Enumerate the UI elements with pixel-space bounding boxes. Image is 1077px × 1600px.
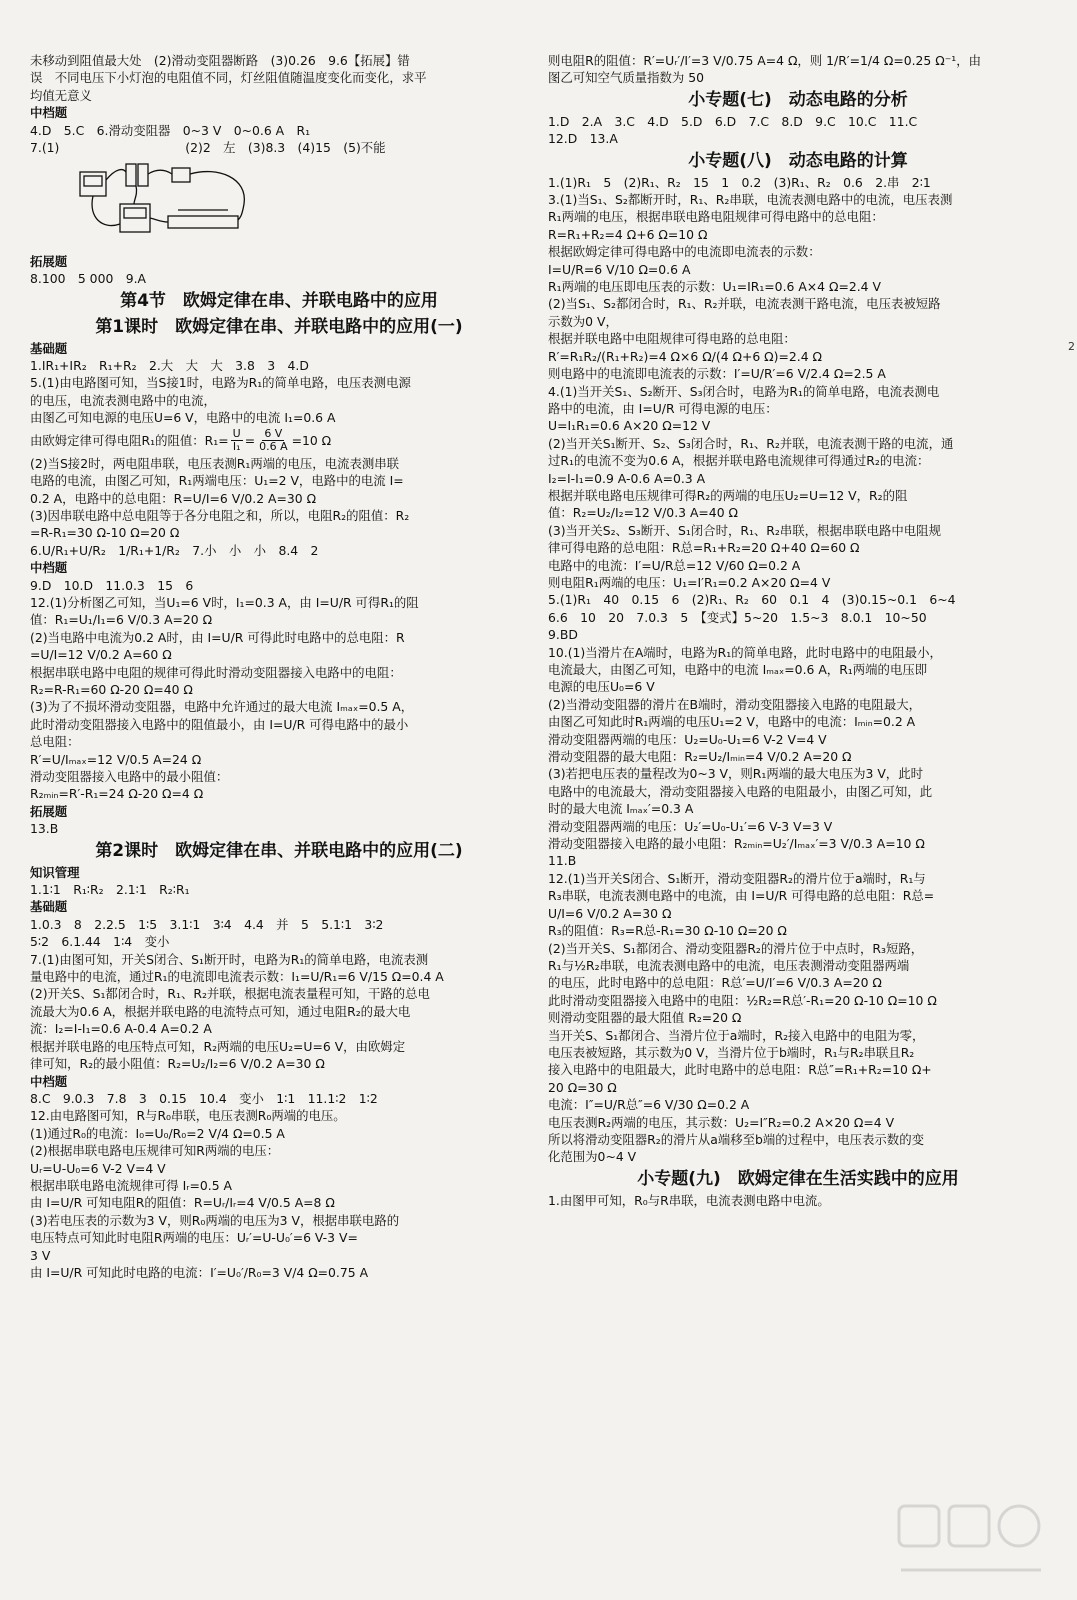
text-line: 3 V	[30, 1247, 51, 1263]
text-line: 20 Ω=30 Ω	[548, 1079, 617, 1095]
text-line: U=I₁R₁=0.6 A×20 Ω=12 V	[548, 418, 711, 434]
text-line: I=U/R=6 V/10 Ω=0.6 A	[548, 261, 691, 277]
fraction	[231, 428, 243, 453]
text-line: 图乙可知空气质量指数为 50	[548, 70, 705, 86]
text-line: Uᵣ=U-U₀=6 V-2 V=4 V	[30, 1160, 166, 1176]
text-line: 1.IR₁+IR₂ R₁+R₂ 2.大 大 大 3.8 3 4.D	[30, 358, 309, 374]
text-line: 4.(1)当开关S₁、S₂断开、S₃闭合时，电路为R₁的简单电路，电流表测电	[548, 383, 940, 399]
text-line: (1)通过R₀的电流：I₀=U₀/R₀=2 V/4 Ω=0.5 A	[30, 1125, 285, 1141]
text-line: 电压表被短路，其示数为0 V，当滑片位于b端时，R₁与R₂串联且R₂	[548, 1044, 915, 1060]
text-line: 电路中的电流：I′=U/R总=12 V/60 Ω=0.2 A	[548, 557, 801, 573]
left-top-block	[30, 52, 528, 104]
text-line: (3)若把电压表的量程改为0~3 V，则R₁两端的最大电压为3 V，此时	[548, 766, 923, 782]
text-line: 由 I=U/R 可知电阻R的阻值：R=Uᵣ/Iᵣ=4 V/0.5 A=8 Ω	[30, 1195, 335, 1211]
text-line: R=R₁+R₂=4 Ω+6 Ω=10 Ω	[548, 226, 708, 242]
equation-line	[30, 427, 528, 455]
text-line: 12.(1)分析图乙可知，当U₁=6 V时，I₁=0.3 A，由 I=U/R 可得R₁的阻	[30, 594, 419, 610]
text-line: 9.BD	[548, 627, 578, 643]
text-line: R₁与½R₂串联，电流表测电路中的电流，电压表测滑动变阻器两端	[548, 957, 910, 973]
text-line: 滑动变阻器接入电路的最小电阻：R₂ₘᵢₙ=U₂′/Iₘₐₓ′=3 V/0.3 A=10 Ω	[548, 836, 925, 852]
text-line: 滑动变阻器的最大电阻：R₂=U₂/Iₘᵢₙ=4 V/0.2 A=20 Ω	[548, 749, 852, 765]
text-line: 滑动变阻器接入电路中的最小阻值：	[30, 769, 229, 784]
fraction	[257, 428, 290, 453]
text-line: I₂=I-I₁=0.9 A-0.6 A=0.3 A	[548, 470, 706, 486]
q7-line	[30, 139, 528, 156]
text-line: 5.(1)R₁ 40 0.15 6 (2)R₁、R₂ 60 0.1 4 (3)0.15~0.1 6~4	[548, 592, 956, 608]
text-line: 接入电路中的电阻最大，此时电路中的总电阻：R总″=R₁+R₂=10 Ω+	[548, 1062, 932, 1078]
text-line: 根据并联电路电压规律可得R₂的两端的电压U₂=U=12 V，R₂的阻	[548, 487, 908, 503]
text-line: (2)当电路中电流为0.2 A时，由 I=U/R 可得此时电路中的总电阻：R	[30, 629, 405, 645]
text-line: 电压特点可知此时电阻R两端的电压：Uᵣ′=U-U₀′=6 V-3 V=	[30, 1230, 358, 1246]
text-line: 电流：I″=U/R总″=6 V/30 Ω=0.2 A	[548, 1097, 750, 1113]
text-line: 值：R₂=U₂/I₂=12 V/0.3 A=40 Ω	[548, 505, 738, 521]
text-line: 当开关S、S₁都闭合、当滑片位于a端时，R₂接入电路中的电阻为零，	[548, 1027, 925, 1043]
eq-text: =	[244, 432, 256, 448]
text-line: 6.U/R₁+U/R₂ 1/R₁+1/R₂ 7.小 小 小 8.4 2	[30, 542, 319, 558]
text-line: 4.D 5.C 6.滑动变阻器 0~3 V 0~0.6 A R₁	[30, 122, 311, 138]
text-line: 1.1∶1 R₁∶R₂ 2.1∶1 R₂∶R₁	[30, 882, 190, 898]
text-line: R₃串联，电流表测电路中的电流，由 I=U/R 可得电路的总电阻：R总=	[548, 888, 935, 904]
text-line: 流最大为0.6 A，根据并联电路的电流特点可知，通过电阻R₂的最大电	[30, 1003, 411, 1019]
text-line: 8.C 9.0.3 7.8 3 0.15 10.4 变小 1∶1 11.1∶2 1∶2	[30, 1090, 378, 1106]
text-line: 过R₁的电流不变为0.6 A，根据并联电路电流规律可得通过R₂的电流：	[548, 453, 930, 469]
eq-text: =10 Ω	[291, 432, 332, 448]
text-line: 7.(1)由图可知，开关S闭合、S₁断开时，电路为R₁的简单电路，电流表测	[30, 951, 429, 967]
text-line: 电压表测R₂两端的电压，其示数：U₂=I″R₂=0.2 A×20 Ω=4 V	[548, 1114, 895, 1130]
text-line: (2)当开关S₁断开、S₂、S₃闭合时，R₁、R₂并联，电流表测干路的电流，通	[548, 435, 954, 451]
text-line: (2)根据串联电路电压规律可知R两端的电压：	[30, 1143, 280, 1159]
text-line: 所以将滑动变阻器R₂的滑片从a端移至b端的过程中，电压表示数的变	[548, 1131, 924, 1147]
text-line: 路中的电流，由 I=U/R 可得电源的电压：	[548, 400, 778, 416]
text-line: (2)当开关S、S₁都闭合、滑动变阻器R₂的滑片位于中点时，R₃短路，	[548, 940, 924, 956]
section-label: 知识管理	[30, 864, 80, 880]
text-line: =U/I=12 V/0.2 A=60 Ω	[30, 647, 172, 663]
text-line: R′=R₁R₂/(R₁+R₂)=4 Ω×6 Ω/(4 Ω+6 Ω)=2.4 Ω	[548, 348, 822, 364]
text-line: R₁两端的电压，根据串联电路电阻规律可得电路中的总电阻：	[548, 209, 884, 225]
text-line: 5∶2 6.1.44 1∶4 变小	[30, 934, 170, 950]
text-line: (2)开关S、S₁都闭合时，R₁、R₂并联，根据电流表量程可知，干路的总电	[30, 986, 430, 1002]
text-line: 1.由图甲可知，R₀与R串联，电流表测电路中电流。	[548, 1192, 830, 1208]
text-line: R₂=R-R₁=60 Ω-20 Ω=40 Ω	[30, 681, 193, 697]
text-line: 化范围为0~4 V	[548, 1149, 637, 1165]
numerator: U	[232, 427, 241, 441]
section-label: 中档题	[30, 105, 68, 121]
text-line: 根据并联电路中电阻规律可得电路的总电阻：	[548, 331, 796, 347]
text-line: 电流最大，由图乙可知，电路中的电流 Iₘₐₓ=0.6 A，R₁两端的电压即	[548, 662, 928, 677]
text-line: 总电阻：	[30, 734, 80, 750]
text-line: 滑动变阻器两端的电压：U₂=U₀-U₁=6 V-2 V=4 V	[548, 731, 827, 747]
section-title: 小专题(九) 欧姆定律在生活实践中的应用	[637, 1168, 959, 1189]
text-line: 根据并联电路的电压特点可知，R₂两端的电压U₂=U=6 V，由欧姆定	[30, 1038, 406, 1054]
text-line: 5.(1)由电路图可知，当S接1时，电路为R₁的简单电路，电压表测电源	[30, 375, 411, 391]
lesson-title: 第1课时 欧姆定律在串、并联电路中的应用(一)	[95, 316, 463, 337]
section-label: 拓展题	[30, 253, 68, 269]
text-line: 此时滑动变阻器接入电路中的阻值最小，由 I=U/R 可得电路中的最小	[30, 716, 409, 732]
text-line: 1.D 2.A 3.C 4.D 5.D 6.D 7.C 8.D 9.C 10.C 11.C	[548, 113, 918, 129]
text-line: (2)当滑动变阻器的滑片在B端时，滑动变阻器接入电路的电阻最大，	[548, 696, 921, 712]
text-line: 电路的电流，由图乙可知，R₁两端电压：U₁=2 V，电路中的电流 I=	[30, 473, 404, 489]
text-line: 由图乙可知此时R₁两端的电压U₁=2 V，电路中的电流：Iₘᵢₙ=0.2 A	[548, 714, 916, 730]
denominator: I₁	[232, 440, 241, 454]
text-line: 未移动到阻值最大处 (2)滑动变阻器断路 (3)0.26 9.6【拓展】错	[30, 53, 410, 68]
numerator: 6 V	[264, 427, 283, 441]
text-line: 11.B	[548, 853, 577, 869]
section-title: 第4节 欧姆定律在串、并联电路中的应用	[120, 290, 438, 311]
text-line: 量电路中的电流，通过R₁的电流即电流表示数：I₁=U/R₁=6 V/15 Ω=0.4 A	[30, 969, 444, 985]
section-label: 拓展题	[30, 803, 68, 819]
right-column	[548, 52, 1048, 1209]
text-line: 时的最大电流 Iₘₐₓ′=0.3 A	[548, 801, 694, 817]
section-title: 小专题(八) 动态电路的计算	[688, 150, 908, 171]
text-line: (3)因串联电路中总电阻等于各分电阻之和，所以，电阻R₂的阻值：R₂	[30, 507, 410, 523]
section-label: 中档题	[30, 560, 68, 576]
text-line: 滑动变阻器两端的电压：U₂′=U₀-U₁′=6 V-3 V=3 V	[548, 818, 833, 834]
text-line: 6.6 10 20 7.0.3 5 【变式】5~20 1.5~3 8.0.1 10~50	[548, 609, 927, 625]
text-line: 由图乙可知电源的电压U=6 V，电路中的电流 I₁=0.6 A	[30, 410, 336, 426]
text-line: 电路中的电流最大，滑动变阻器接入电路的电阻最小，由图乙可知，此	[548, 783, 933, 799]
left-column	[30, 52, 528, 1281]
text-line: 12.由电路图可知，R与R₀串联，电压表测R₀两端的电压。	[30, 1108, 346, 1124]
text-line: (3)当开关S₂、S₃断开、S₁闭合时，R₁、R₂串联，根据串联电路中电阻规	[548, 522, 941, 538]
text-line: 律可得电路的总电阻：R总=R₁+R₂=20 Ω+40 Ω=60 Ω	[548, 540, 860, 556]
eq-text: 由欧姆定律可得电阻R₁的阻值：R₁=	[30, 432, 229, 448]
text-line: 电源的电压U₀=6 V	[548, 679, 655, 695]
text-line: 流：I₂=I-I₁=0.6 A-0.4 A=0.2 A	[30, 1021, 212, 1037]
section-label: 基础题	[30, 899, 68, 915]
circuit-diagram	[68, 158, 528, 248]
text-line: 则滑动变阻器的最大阻值 R₂=20 Ω	[548, 1010, 742, 1026]
text-line: R₁两端的电压即电压表的示数：U₁=IR₁=0.6 A×4 Ω=2.4 V	[548, 279, 881, 295]
text-line: 示数为0 V，	[548, 313, 618, 329]
watermark-logo-icon	[891, 1500, 1051, 1590]
text-line: =R-R₁=30 Ω-10 Ω=20 Ω	[30, 525, 180, 541]
text-line: (3)为了不损坏滑动变阻器，电路中允许通过的最大电流 Iₘₐₓ=0.5 A，	[30, 699, 414, 715]
text-line: 误 不同电压下小灯泡的电阻值不同，灯丝阻值随温度变化而变化，求平	[30, 70, 427, 86]
section-label: 基础题	[30, 340, 68, 356]
text-line: 由 I=U/R 可知此时电路的电流：I′=U₀′/R₀=3 V/4 Ω=0.75 A	[30, 1264, 369, 1280]
text-line: 1.(1)R₁ 5 (2)R₁、R₂ 15 1 0.2 (3)R₁、R₂ 0.6 2.串 2∶1	[548, 174, 931, 190]
text-line: 均值无意义	[30, 87, 92, 103]
text-line: 则电阻R₁两端的电压：U₁=I′R₁=0.2 A×20 Ω=4 V	[548, 574, 831, 590]
text-line: 3.(1)当S₁、S₂都断开时，R₁、R₂串联，电流表测电路中的电流，电压表测	[548, 192, 953, 208]
text-line: (2)当S₁、S₂都闭合时，R₁、R₂并联，电流表测干路电流，电压表被短路	[548, 296, 941, 312]
text-line: R′=U/Iₘₐₓ=12 V/0.5 A=24 Ω	[30, 751, 202, 767]
text-line: 则电阻R的阻值：R′=Uᵣ′/I′=3 V/0.75 A=4 Ω，则 1/R′=1/4 Ω=0.25 Ω⁻¹，由	[548, 53, 982, 68]
text-line: R₃的阻值：R₃=R总-R₁=30 Ω-10 Ω=20 Ω	[548, 923, 787, 939]
text-line: 1.0.3 8 2.2.5 1∶5 3.1∶1 3∶4 4.4 并 5 5.1∶1 3∶2	[30, 916, 384, 932]
text-line: U/I=6 V/0.2 A=30 Ω	[548, 905, 672, 921]
text-line: 12.(1)当开关S闭合、S₁断开，滑动变阻器R₂的滑片位于a端时，R₁与	[548, 870, 926, 886]
text-line: 根据串联电路中电阻的规律可得此时滑动变阻器接入电路中的电阻：	[30, 664, 402, 680]
text-line: 则电路中的电流即电流表的示数：I′=U/R′=6 V/2.4 Ω=2.5 A	[548, 366, 886, 382]
section-label: 中档题	[30, 1073, 68, 1089]
circuit-sketch-icon	[68, 158, 258, 244]
text-line: 值：R₁=U₁/I₁=6 V/0.3 A=20 Ω	[30, 612, 213, 628]
text-line: 12.D 13.A	[548, 131, 618, 147]
text-line: (2)当S接2时，两电阻串联，电压表测R₁两端的电压，电流表测串联	[30, 455, 400, 471]
text-line: 此时滑动变阻器接入电路中的电阻：½R₂=R总′-R₁=20 Ω-10 Ω=10 Ω	[548, 992, 937, 1008]
text-line: (3)若电压表的示数为3 V，则R₀两端的电压为3 V，根据串联电路的	[30, 1212, 400, 1228]
lesson-title: 第2课时 欧姆定律在串、并联电路中的应用(二)	[95, 840, 463, 861]
section-title: 小专题(七) 动态电路的分析	[688, 89, 908, 110]
text-line: 0.2 A，电路中的总电阻：R=U/I=6 V/0.2 A=30 Ω	[30, 490, 317, 506]
text-line: 8.100 5 000 9.A	[30, 271, 147, 287]
q7-prefix: 7.(1)	[30, 140, 60, 156]
text-line: 律可知，R₂的最小阻值：R₂=U₂/I₂=6 V/0.2 A=30 Ω	[30, 1056, 325, 1072]
page-number: 2	[1068, 340, 1075, 353]
text-line: 13.B	[30, 821, 59, 837]
denominator: 0.6 A	[259, 440, 288, 454]
text-line: R₂ₘᵢₙ=R′-R₁=24 Ω-20 Ω=4 Ω	[30, 786, 204, 802]
text-line: 根据串联电路电流规律可得 Iᵣ=0.5 A	[30, 1177, 232, 1193]
text-line: 9.D 10.D 11.0.3 15 6	[30, 577, 194, 593]
q7-answers: (2)2 左 (3)8.3 (4)15 (5)不能	[185, 140, 386, 156]
text-line: 10.(1)当滑片在A端时，电路为R₁的简单电路，此时电路中的电阻最小，	[548, 644, 942, 660]
text-line: 根据欧姆定律可得电路中的电流即电流表的示数：	[548, 244, 821, 260]
text-line: 的电压，电流表测电路中的电流，	[30, 392, 216, 408]
text-line: 的电压，此时电路中的总电阻：R总′=U/I′=6 V/0.3 A=20 Ω	[548, 975, 882, 991]
